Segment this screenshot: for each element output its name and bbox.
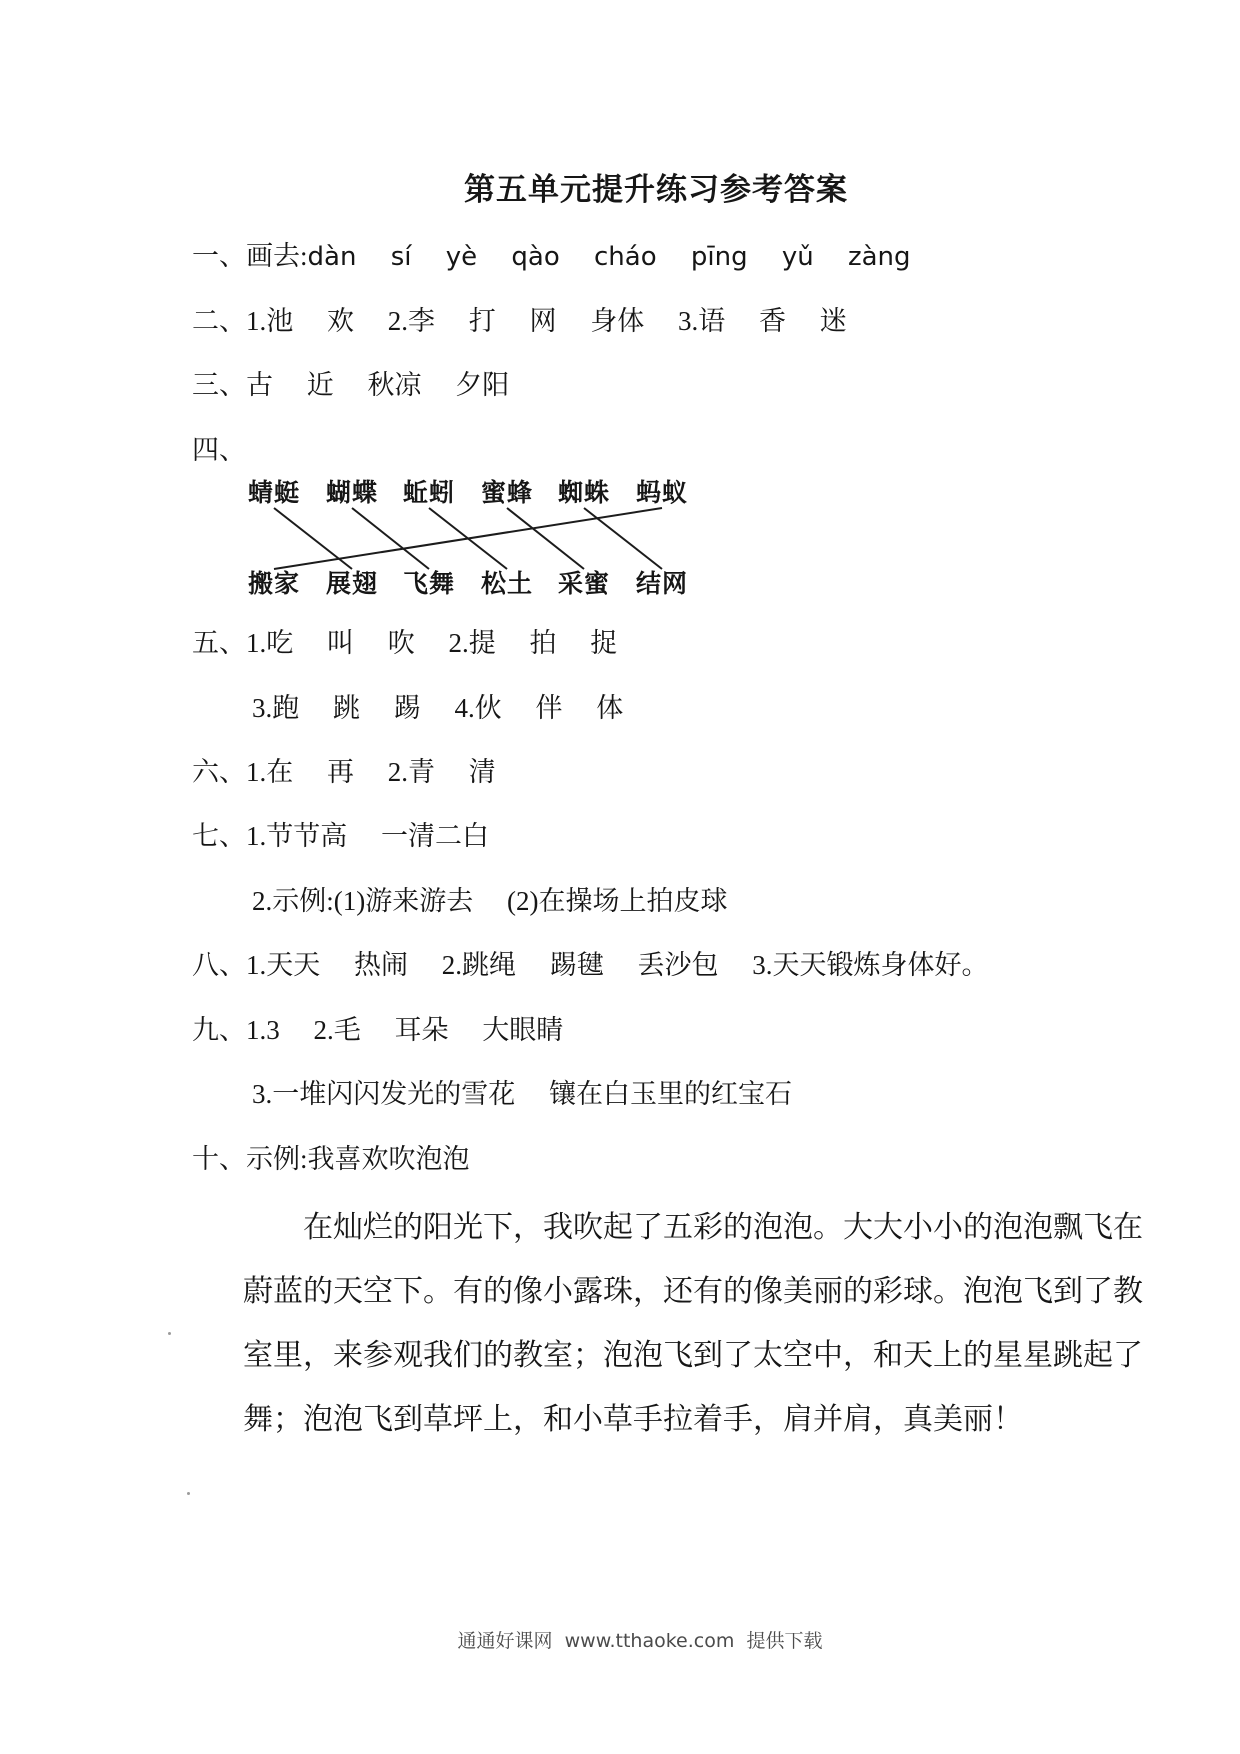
match-top-word: 蜘蛛 [558, 480, 611, 507]
match-bottom-word: 展翅 [326, 571, 379, 598]
scan-speck [168, 1332, 171, 1335]
match-line [274, 508, 662, 569]
answer-line-1-label: 一、 [192, 241, 246, 271]
answer-line-9b: 3.一堆闪闪发光的雪花 镶在白玉里的红宝石 [252, 1079, 792, 1109]
answer-line-1-prefix: 画去: [246, 241, 308, 271]
match-bottom-word: 结网 [636, 571, 689, 598]
match-bottom-word: 松土 [481, 571, 534, 598]
answer-line-1-pinyin: dàn sí yè qào cháo pīng yǔ zàng [307, 242, 911, 272]
answer-line-10: 十、示例:我喜欢吹泡泡 [192, 1144, 470, 1174]
answer-line-5b: 3.跑 跳 踢 4.伙 伴 体 [252, 693, 624, 723]
answer-line-2: 二、1.池 欢 2.李 打 网 身体 3.语 香 迷 [192, 306, 847, 336]
match-line [429, 508, 507, 569]
match-line [352, 508, 429, 569]
match-bottom-word: 采蜜 [558, 571, 611, 598]
match-line [274, 508, 352, 569]
match-line [584, 508, 662, 569]
match-line [507, 508, 584, 569]
match-top-word: 蜜蜂 [481, 480, 534, 507]
match-top-word: 蚯蚓 [403, 480, 456, 507]
match-bottom-word: 飞舞 [403, 571, 456, 598]
page-title: 第五单元提升练习参考答案 [464, 172, 848, 207]
match-bottom-word: 搬家 [248, 571, 301, 598]
match-top-word: 蜻蜓 [248, 480, 301, 507]
answer-line-6: 六、1.在 再 2.青 清 [192, 757, 496, 787]
answer-line-5a: 五、1.吃 叫 吹 2.提 拍 捉 [192, 628, 618, 658]
answer-line-7b: 2.示例:(1)游来游去 (2)在操场上拍皮球 [252, 886, 728, 916]
answer-line-1 [192, 242, 911, 272]
essay-line-2: 蔚蓝的天空下。有的像小露珠，还有的像美丽的彩球。泡泡飞到了教 [243, 1275, 1143, 1308]
essay-line-4: 舞；泡泡飞到草坪上，和小草手拉着手，肩并肩，真美丽！ [243, 1403, 1023, 1436]
page-footer: 通通好课网 www.tthaoke.com 提供下载 [457, 1630, 823, 1652]
scan-speck [187, 1492, 190, 1495]
match-top-word: 蝴蝶 [326, 480, 379, 507]
answer-line-7a: 七、1.节节高 一清二白 [192, 821, 489, 851]
answer-line-8: 八、1.天天 热闹 2.跳绳 踢毽 丢沙包 3.天天锻炼身体好。 [192, 950, 989, 980]
match-top-word: 蚂蚁 [636, 480, 689, 507]
essay-line-1: 在灿烂的阳光下，我吹起了五彩的泡泡。大大小小的泡泡飘飞在 [303, 1211, 1143, 1244]
answer-line-3: 三、古 近 秋凉 夕阳 [192, 370, 510, 400]
answer-line-4-label: 四、 [192, 435, 246, 465]
answer-line-9a: 九、1.3 2.毛 耳朵 大眼睛 [192, 1015, 564, 1045]
essay-line-3: 室里，来参观我们的教室；泡泡飞到了太空中，和天上的星星跳起了 [243, 1339, 1143, 1372]
